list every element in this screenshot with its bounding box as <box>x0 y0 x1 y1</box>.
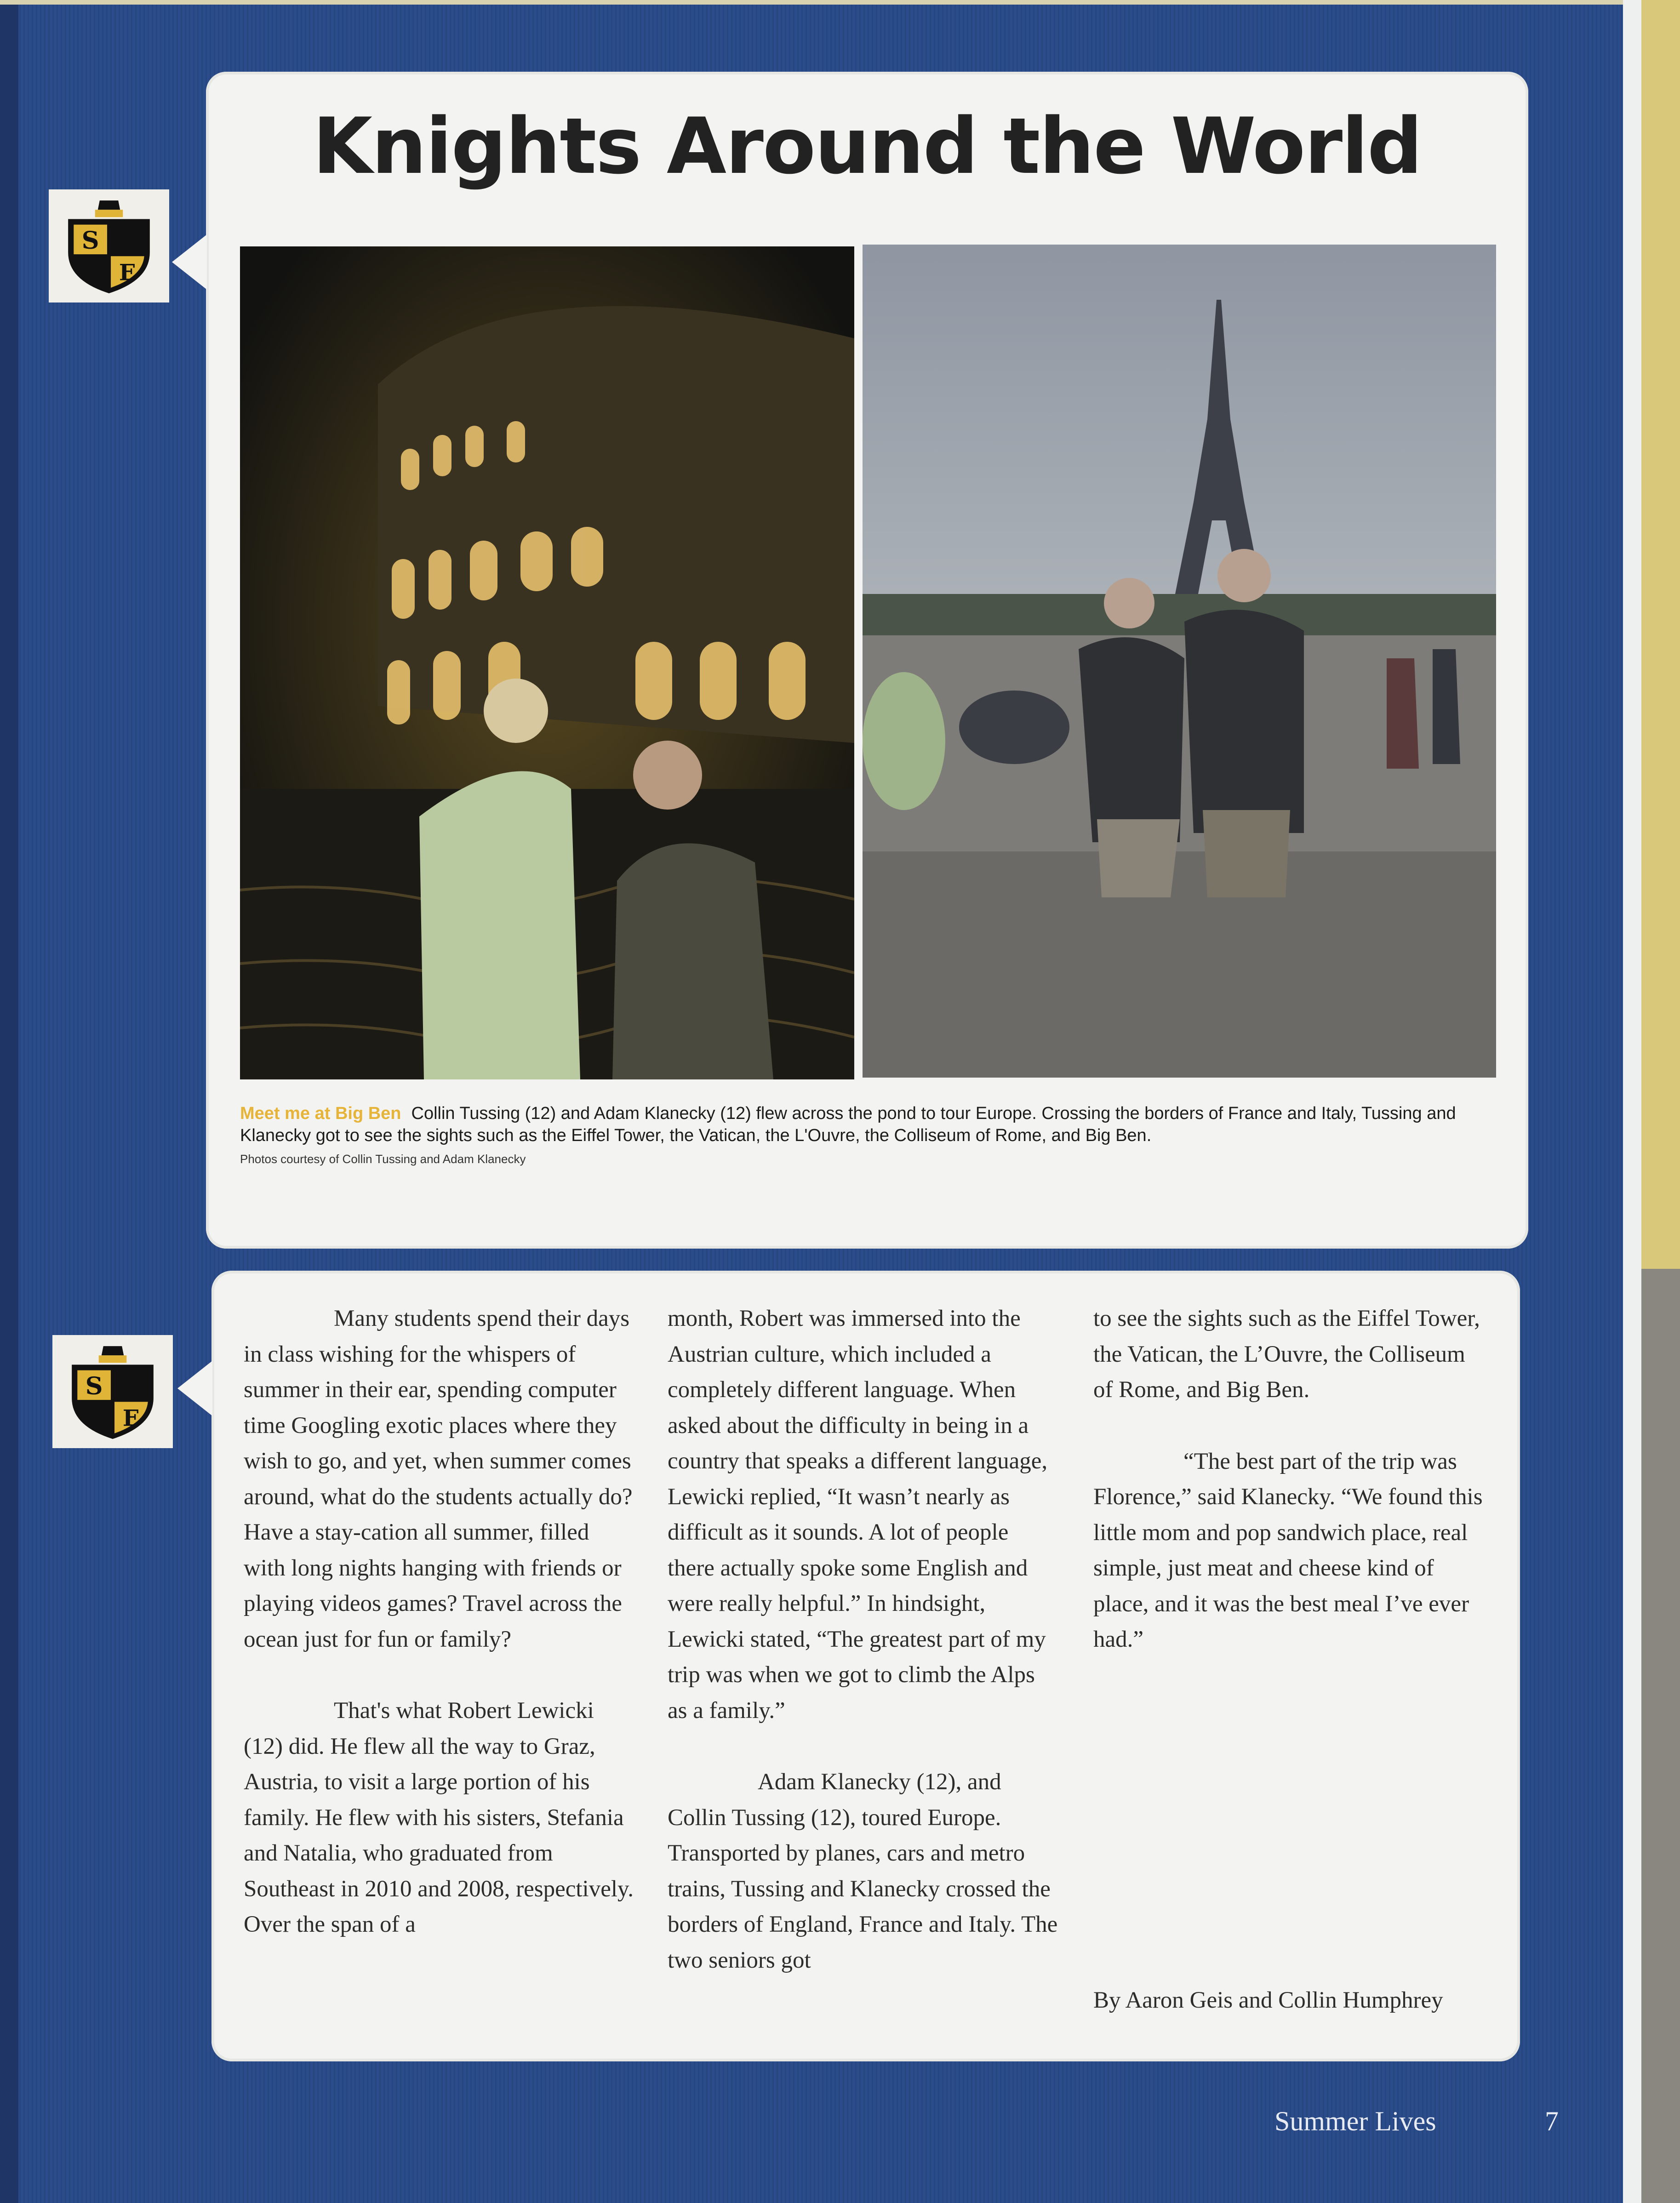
panel-pointer-bottom <box>177 1361 212 1416</box>
page-edge-strip <box>1623 0 1641 2203</box>
article-paragraph: Many students spend their days in class wishing for the whispers of summer in their ear, spending computer time Googling exotic places where they wish to go, and yet, when summer comes around, what do the students actually do? Have a stay-cation all summer, filled with long nights hanging with friends or playing videos games? Travel across the ocean just for fun or family? <box>244 1306 633 1652</box>
page-top-edge <box>0 0 1680 5</box>
crest-shield-icon <box>66 1342 159 1441</box>
article-paragraph: to see the sights such as the Eiffel Tower, the Vatican, the L’Ouvre, the Colliseum of Rome, and Big Ben. <box>1093 1306 1480 1403</box>
panel-pointer-top <box>172 234 207 290</box>
crest-letter-e: E <box>122 1405 140 1432</box>
crest-top <box>49 189 169 302</box>
crest-letter-s: S <box>81 227 99 255</box>
page-title: Knights Around the World <box>312 101 1422 191</box>
caption-text: Collin Tussing (12) and Adam Klanecky (12) flew across the pond to tour Europe. Crossing the borders of France and Italy, Tussing and Klanecky got to see the sights such as the Eiffel Tower, the Vatican, the L'Ouvre, the Colliseum of Rome, and Big Ben. <box>240 1104 1456 1145</box>
page-edge-yellow <box>1641 0 1680 1269</box>
crest-shield-icon <box>63 197 155 295</box>
article-column-2 <box>668 1301 1058 1978</box>
photo-caption <box>240 1102 1481 1147</box>
caption-lead: Meet me at Big Ben <box>240 1104 401 1123</box>
photo-eiffel-tower <box>863 245 1496 1078</box>
article-paragraph: month, Robert was immersed into the Austrian culture, which included a completely different language. When asked about the difficulty in being in a country that speaks a different language, Lewicki replied, “It wasn’t nearly as difficult as it sounds. A lot of people there actually spoke some English and were really helpful.” In hindsight, Lewicki stated, “The greatest part of my trip was when we got to climb the Alps as a family.” <box>668 1306 1048 1724</box>
footer-section-name: Summer Lives <box>1274 2106 1436 2136</box>
crest-bottom <box>52 1335 173 1448</box>
photo-colosseum <box>240 246 854 1079</box>
page-edge-gray <box>1641 1269 1680 2203</box>
crest-letter-s: S <box>85 1372 103 1401</box>
article-byline: By Aaron Geis and Collin Humphrey <box>1093 1987 1443 2013</box>
crest-letter-e: E <box>119 260 136 286</box>
article-paragraph: Adam Klanecky (12), and Collin Tussing (12), toured Europe. Transported by planes, cars and metro trains, Tussing and Klanecky crossed the borders of England, France and Italy. The two seniors got <box>668 1769 1058 1973</box>
article-paragraph: That's what Robert Lewicki (12) did. He flew all the way to Graz, Austria, to visit a large portion of his family. He flew with his sisters, Stefania and Natalia, who graduated from Southeast in 2010 and 2008, respectively. Over the span of a <box>244 1698 634 1937</box>
article-paragraph: “The best part of the trip was Florence,” said Klanecky. “We found this little mom and pop sandwich place, real simple, just meat and cheese kind of place, and it was the best meal I’ve ever had.” <box>1093 1448 1483 1652</box>
article-column-3 <box>1093 1301 1484 1658</box>
page-edge-shadow <box>0 0 18 2203</box>
photo-credit: Photos courtesy of Collin Tussing and Adam Klanecky <box>240 1152 526 1166</box>
article-column-1 <box>244 1301 634 1943</box>
footer-page-number: 7 <box>1545 2106 1559 2136</box>
